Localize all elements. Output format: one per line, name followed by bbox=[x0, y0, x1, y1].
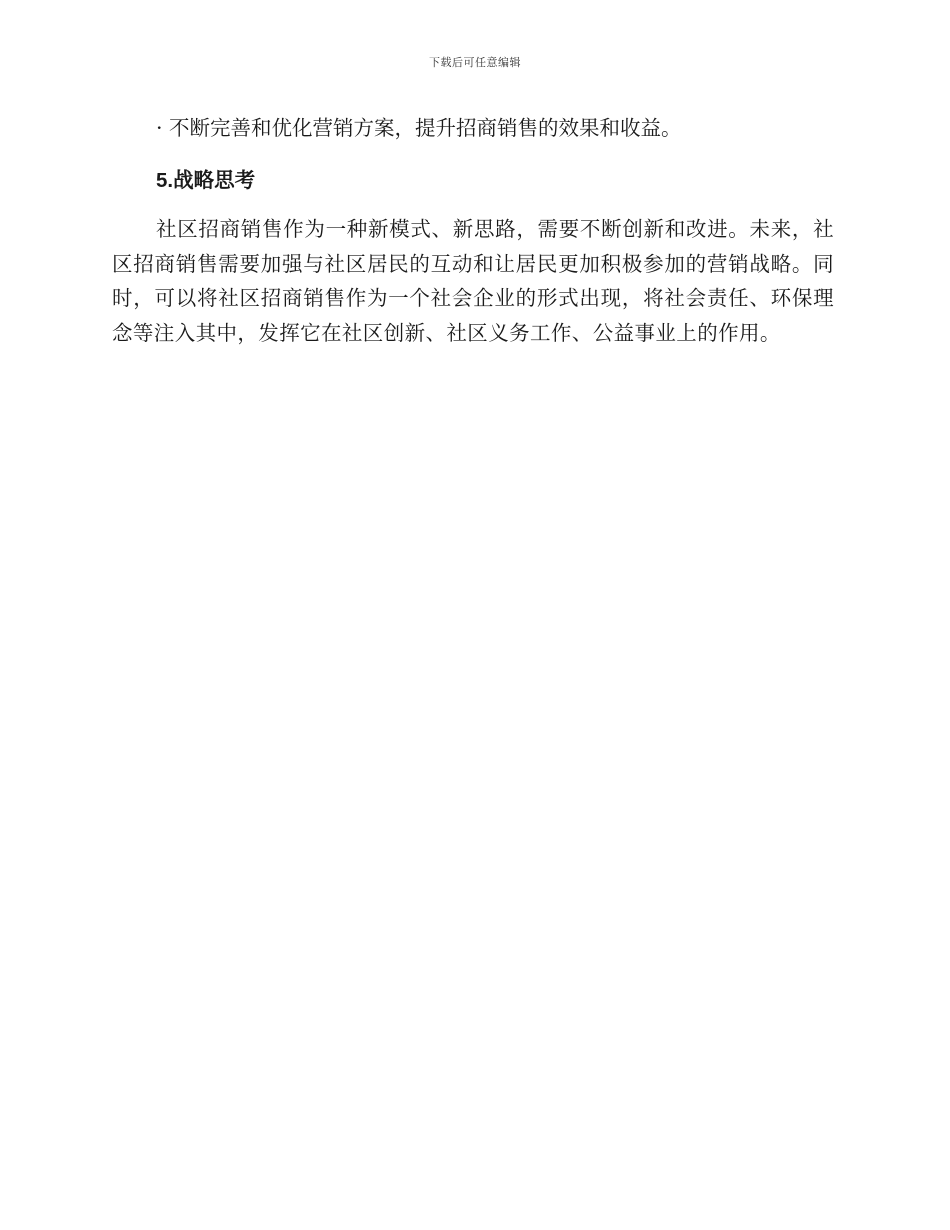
section-number: 5. bbox=[156, 169, 174, 192]
section-title: 战略思考 bbox=[173, 168, 256, 192]
body-paragraph: 社区招商销售作为一种新模式、新思路，需要不断创新和改进。未来，社区招商销售需要加强与社区居民的互动和让居民更加积极参加的营销战略。同时，可以将社区招商销售作为一个社会企业的形式出现，将社会责任、环保理念等注入其中，发挥它在社区创新、社区义务工作、公益事业上的作用。 bbox=[112, 217, 834, 345]
bullet-item: · 不断完善和优化营销方案，提升招商销售的效果和收益。 bbox=[156, 116, 682, 140]
page-header: 下载后可任意编辑 bbox=[429, 56, 521, 69]
document-body bbox=[112, 110, 834, 350]
section-heading bbox=[112, 162, 834, 199]
